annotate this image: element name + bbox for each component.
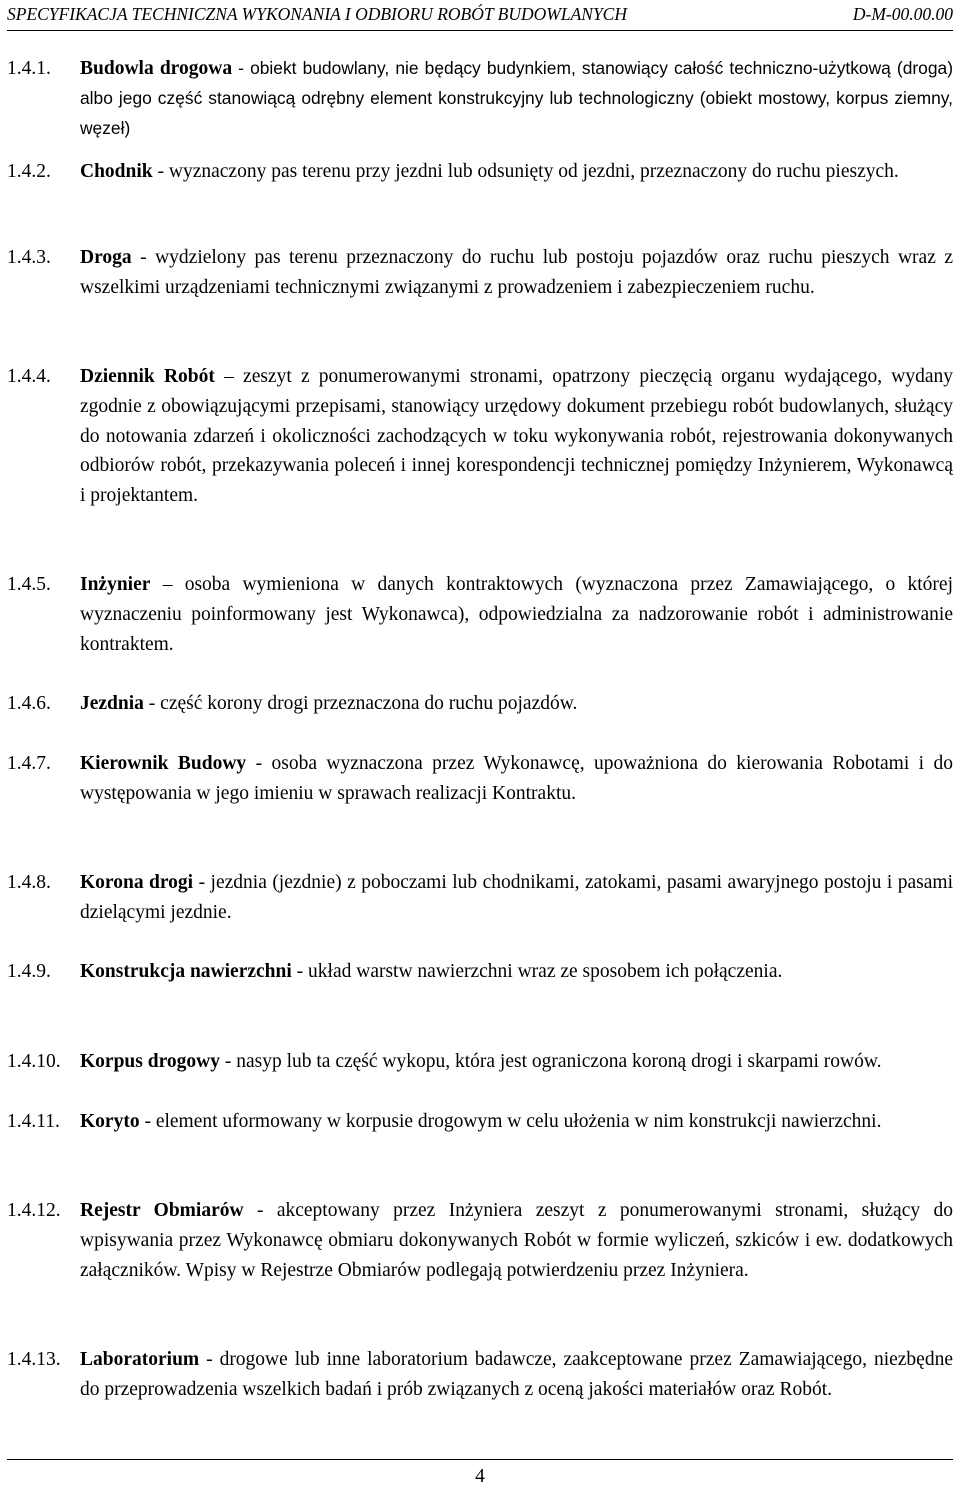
definition-number: 1.4.5. xyxy=(7,574,51,595)
definition-number: 1.4.9. xyxy=(7,961,51,982)
definition-term: Korpus drogowy xyxy=(80,1051,220,1072)
definition-number: 1.4.6. xyxy=(7,693,51,714)
definition-term: Korona drogi xyxy=(80,872,194,893)
definition-term: Jezdnia xyxy=(80,693,144,714)
definition-item xyxy=(7,1196,953,1285)
definition-item xyxy=(7,243,953,303)
definition-text: - część korony drogi przeznaczona do ruchu pojazdów. xyxy=(143,693,578,714)
definition-term: Dziennik Robót xyxy=(80,366,215,387)
definition-item xyxy=(7,1047,953,1077)
definition-text: – osoba wymieniona w danych kontraktowych (wyznaczona przez Zamawiającego, o której wyznaczeniu poinformowany jest Wykonawca), odpowiedzialna za nadzorowanie robót i administrowanie kontraktem. xyxy=(80,574,953,655)
definition-term: Kierownik Budowy xyxy=(80,753,247,774)
definition-item xyxy=(7,362,953,511)
definition-term: Inżynier xyxy=(80,574,151,595)
header-title: SPECYFIKACJA TECHNICZNA WYKONANIA I ODBIORU ROBÓT BUDOWLANYCH xyxy=(7,4,627,24)
definition-item xyxy=(7,689,953,719)
definition-text: - obiekt budowlany, nie będący budynkiem, stanowiący całość techniczno-użytkową (droga) albo jego część stanowiącą odrębny element konstrukcyjny lub technologiczny (obiekt mostowy, korpus ziemny, węzeł) xyxy=(80,58,953,138)
definition-text: - akceptowany przez Inżyniera zeszyt z ponumerowanymi stronami, służący do wpisywania przez Wykonawcę obmiaru dokonywanych Robót w formie wyliczeń, szkiców i ew. dodatkowych załączników. Wpisy w Rejestrze Obmiarów podlegają potwierdzeniu przez Inżyniera. xyxy=(80,1200,954,1281)
definition-number: 1.4.2. xyxy=(7,161,51,182)
definition-number: 1.4.7. xyxy=(7,753,51,774)
definition-text: - drogowe lub inne laboratorium badawcze, zaakceptowane przez Zamawiającego, niezbędne do przeprowadzenia wszelkich badań i prób związanych z oceną jakości materiałów oraz Robót. xyxy=(80,1349,953,1400)
definition-number: 1.4.1. xyxy=(7,58,51,79)
definition-item xyxy=(7,1107,953,1137)
definition-term: Chodnik xyxy=(80,161,153,182)
definition-item xyxy=(7,54,953,143)
definition-term: Koryto xyxy=(80,1111,140,1132)
definition-number: 1.4.11. xyxy=(7,1111,60,1132)
page-header xyxy=(7,4,953,31)
definition-item xyxy=(7,957,953,987)
definition-number: 1.4.3. xyxy=(7,247,51,268)
definition-item xyxy=(7,157,953,187)
definition-item xyxy=(7,1345,953,1405)
definition-number: 1.4.12. xyxy=(7,1200,61,1221)
definition-text: - element uformowany w korpusie drogowym w celu ułożenia w nim konstrukcji nawierzchni. xyxy=(139,1111,882,1132)
definition-item xyxy=(7,570,953,659)
definition-item xyxy=(7,749,953,809)
header-document-code: D-M-00.00.00 xyxy=(852,4,953,24)
footer-divider xyxy=(7,1459,953,1460)
page-number: 4 xyxy=(475,1466,485,1487)
definition-number: 1.4.13. xyxy=(7,1349,61,1370)
definition-text: - jezdnia (jezdnie) z poboczami lub chodnikami, zatokami, pasami awaryjnego postoju i pasami dzielącymi jezdnie. xyxy=(80,872,953,923)
definition-term: Laboratorium xyxy=(80,1349,200,1370)
definition-term: Konstrukcja nawierzchni xyxy=(80,961,292,982)
definition-text: - wyznaczony pas terenu przy jezdni lub odsunięty od jezdni, przeznaczony do ruchu pieszych. xyxy=(152,161,899,182)
definition-text: – zeszyt z ponumerowanymi stronami, opatrzony pieczęcią organu wydającego, wydany zgodnie z obowiązującymi przepisami, stanowiący urzędowy dokument przebiegu robót budowlanych, służący do notowania zdarzeń i okoliczności zachodzących w toku wykonywania robót, rejestrowania dokonywanych odbiorów robót, przekazywania poleceń i innej korespondencji technicznej pomiędzy Inżynierem, Wykonawcą i projektantem. xyxy=(80,366,953,507)
definition-number: 1.4.10. xyxy=(7,1051,61,1072)
definition-term: Budowla drogowa xyxy=(80,58,233,79)
definition-term: Rejestr Obmiarów xyxy=(80,1200,244,1221)
definition-text: - układ warstw nawierzchni wraz ze sposobem ich połączenia. xyxy=(291,961,783,982)
definition-item xyxy=(7,868,953,928)
definition-text: - osoba wyznaczona przez Wykonawcę, upoważniona do kierowania Robotami i do występowania w jego imieniu w sprawach realizacji Kontraktu. xyxy=(80,753,954,804)
definition-text: - wydzielony pas terenu przeznaczony do ruchu lub postoju pojazdów oraz ruchu pieszych wraz z wszelkimi urządzeniami technicznymi związanymi z prowadzeniem i zabezpieczeniem ruchu. xyxy=(80,247,953,298)
definition-term: Droga xyxy=(80,247,132,268)
definition-number: 1.4.4. xyxy=(7,366,51,387)
definition-text: - nasyp lub ta część wykopu, która jest ograniczona koroną drogi i skarpami rowów. xyxy=(219,1051,882,1072)
definition-number: 1.4.8. xyxy=(7,872,51,893)
